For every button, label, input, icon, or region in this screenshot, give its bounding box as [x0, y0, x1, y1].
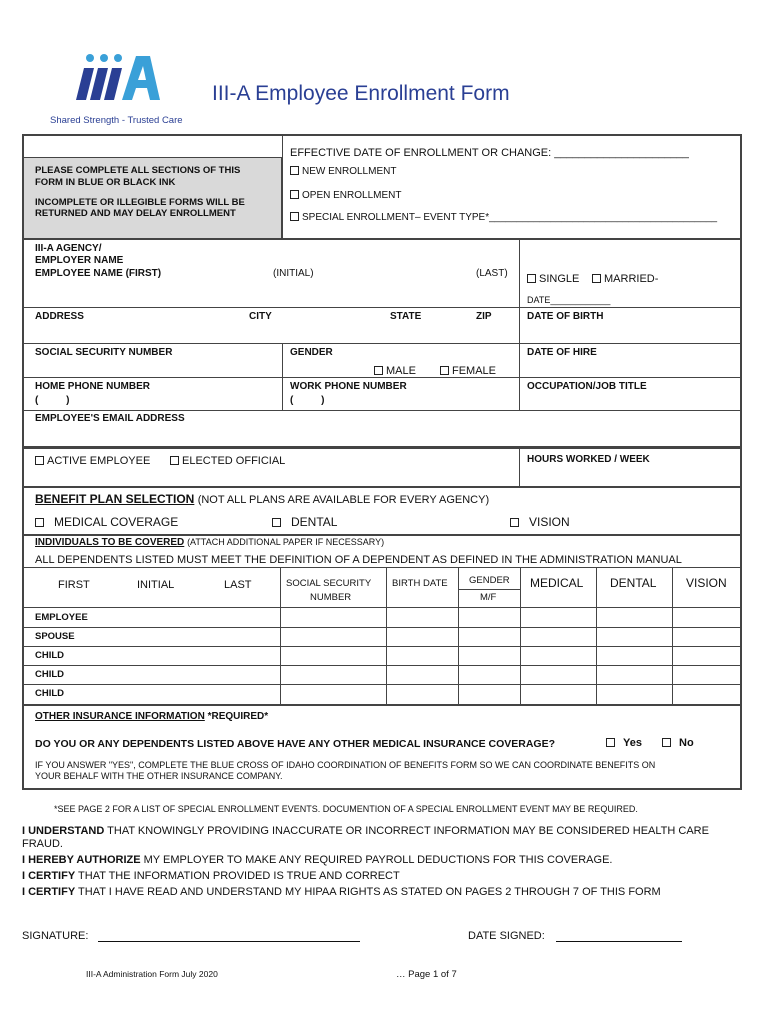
signature-field[interactable]	[98, 928, 360, 942]
logo-mark-icon	[66, 52, 166, 108]
table-row: CHILD	[35, 669, 65, 680]
checkbox-icon	[290, 190, 299, 199]
table-row: EMPLOYEE	[35, 612, 88, 623]
page-number: … Page 1 of 7	[396, 969, 457, 980]
female-option[interactable]: FEMALE	[440, 365, 496, 378]
yes-option[interactable]: Yes	[606, 737, 642, 750]
checkbox-icon	[290, 212, 299, 221]
other-coverage-question: DO YOU OR ANY DEPENDENTS LISTED ABOVE HAVE ANY OTHER MEDICAL INSURANCE COVERAGE?	[35, 738, 556, 750]
special-enrollment-option[interactable]: SPECIAL ENROLLMENT– EVENT TYPE*_________________________________________	[290, 212, 717, 224]
no-option[interactable]: No	[662, 737, 694, 750]
checkbox-icon	[290, 166, 299, 175]
date-signed-field[interactable]	[556, 928, 682, 942]
elected-official-option[interactable]: ELECTED OFFICIAL	[170, 455, 285, 468]
logo-tagline: Shared Strength - Trusted Care	[50, 115, 183, 126]
employee-name-label: EMPLOYEE NAME (FIRST)	[35, 268, 162, 279]
table-row: SPOUSE	[35, 631, 75, 642]
signature-label: SIGNATURE:	[22, 930, 89, 942]
page-title: III-A Employee Enrollment Form	[212, 82, 510, 105]
single-option[interactable]: SINGLE	[527, 273, 579, 286]
footer-form-name: III-A Administration Form July 2020	[86, 969, 218, 979]
table-row: CHILD	[35, 688, 65, 699]
table-row: CHILD	[35, 650, 65, 661]
open-enrollment-option[interactable]: OPEN ENROLLMENT	[290, 190, 401, 202]
date-signed-label: DATE SIGNED:	[468, 930, 545, 942]
effective-date-label: EFFECTIVE DATE OF ENROLLMENT OR CHANGE: ______________________	[290, 147, 689, 159]
medical-coverage-option[interactable]: MEDICAL COVERAGE	[35, 516, 178, 530]
married-option[interactable]: MARRIED-	[592, 273, 658, 286]
dental-option[interactable]: DENTAL	[272, 516, 337, 530]
male-option[interactable]: MALE	[374, 365, 416, 378]
logo	[66, 52, 166, 108]
vision-option[interactable]: VISION	[510, 516, 570, 530]
active-employee-option[interactable]: ACTIVE EMPLOYEE	[35, 455, 150, 468]
new-enrollment-option[interactable]: NEW ENROLLMENT	[290, 166, 396, 178]
special-events-note: *SEE PAGE 2 FOR A LIST OF SPECIAL ENROLLMENT EVENTS. DOCUMENTION OF A SPECIAL ENROLLMENT EVENT MAY BE REQUIRED.	[54, 804, 638, 814]
